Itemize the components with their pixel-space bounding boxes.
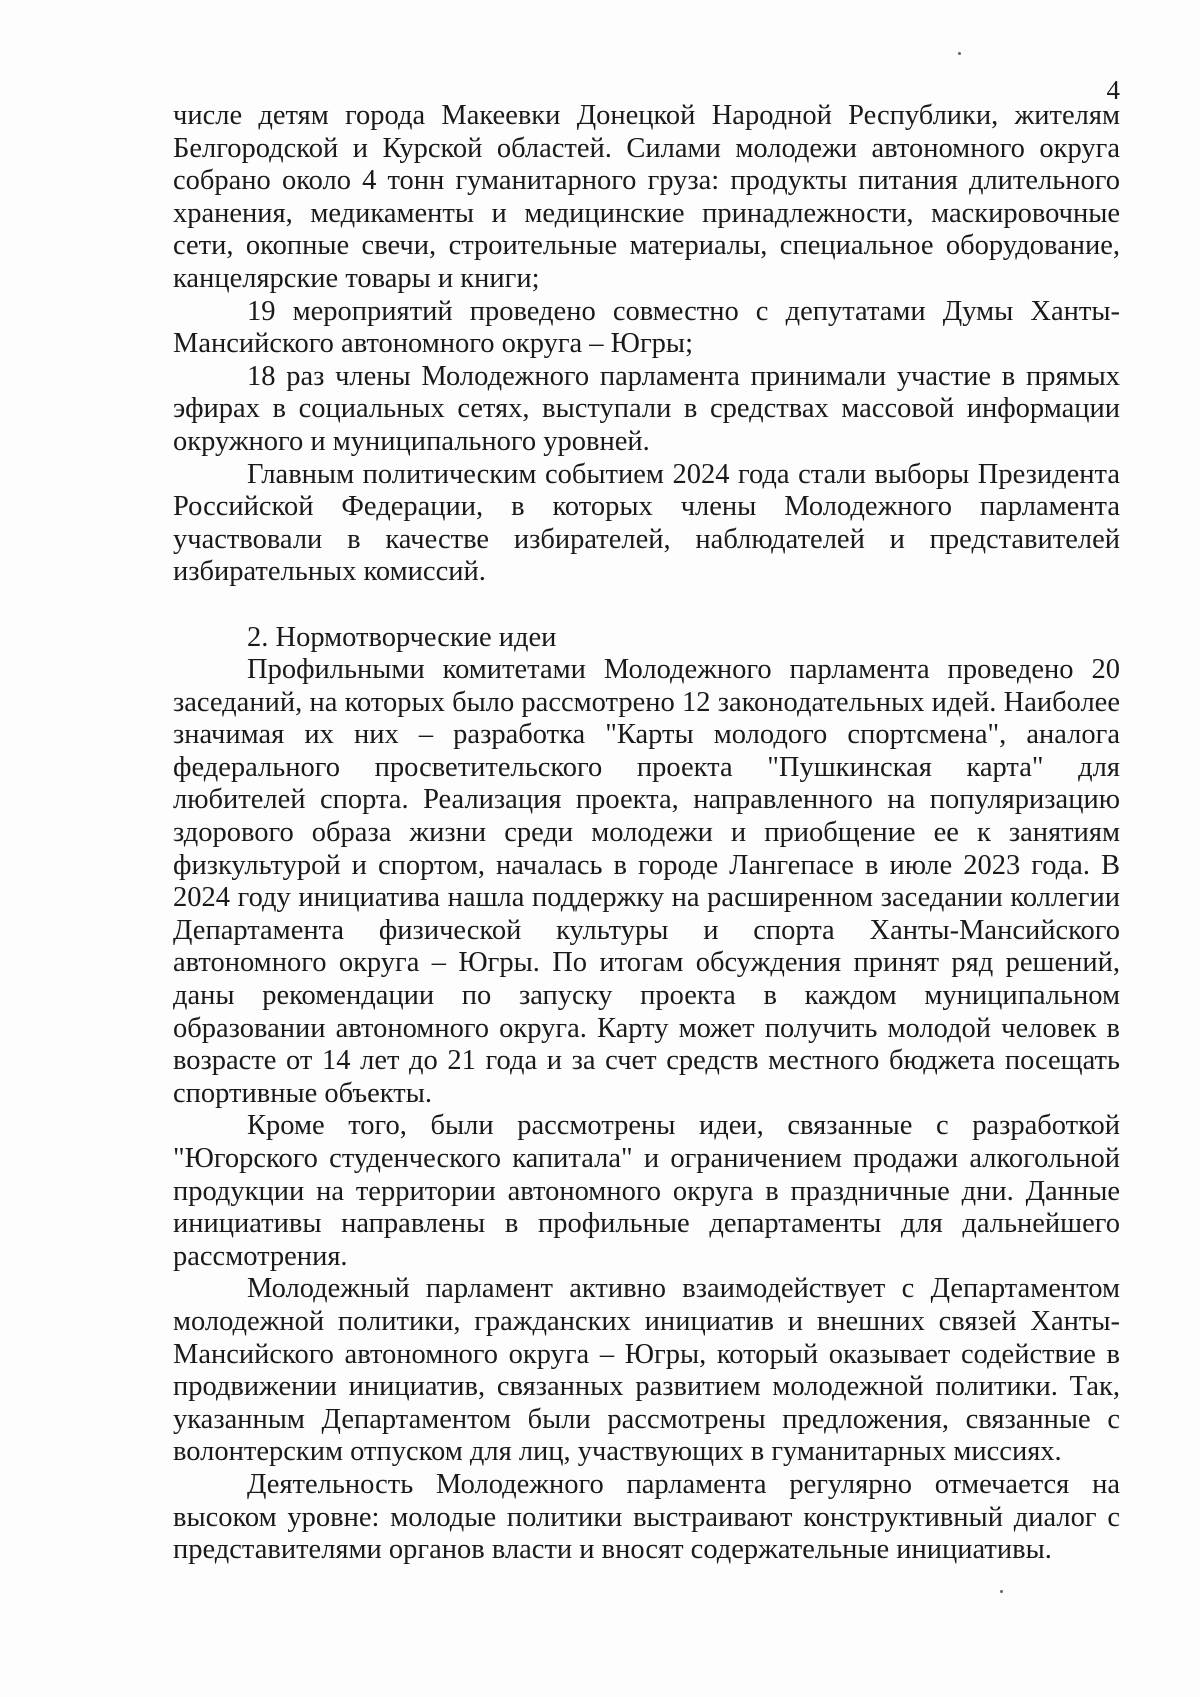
paragraph-committee-meetings: Профильными комитетами Молодежного парламента проведено 20 заседаний, на которых было рассмотрено 12 законодательных идей. Наиболее значимая их них – разработка "Карты молодого спортсмена", аналога федерального просветительского проекта "Пушкинская карта" для любителей спорта. Реализация проекта, направленного на популяризацию здорового образа жизни среди молодежи и приобщение ее к занятиям физкультурой и спортом, началась в городе Лангепасе в июле 2023 года. В 2024 году инициатива нашла поддержку на расширенном заседании коллегии Департамента физической культуры и спорта Ханты-Мансийского автономного округа – Югры. По итогам обсуждения принят ряд решений, даны рекомендации по запуску проекта в каждом муниципальном образовании автономного округа. Карту может получить молодой человек в возрасте от 14 лет до 21 года и за счет средств местного бюджета посещать спортивные объекты. <box>173 654 1120 1109</box>
document-body <box>173 100 1120 1567</box>
scan-speck <box>1000 1590 1003 1593</box>
scan-speck <box>958 52 961 55</box>
paragraph-department-cooperation: Молодежный парламент активно взаимодействует с Департаментом молодежной политики, гражданских инициатив и внешних связей Ханты-Мансийского автономного округа – Югры, который оказывает содействие в продвижении инициатив, связанных развитием молодежной политики. Так, указанным Департаментом были рассмотрены предложения, связанные с волонтерским отпуском для лиц, участвующих в гуманитарных миссиях. <box>173 1273 1120 1468</box>
section-heading-normative-ideas: 2. Нормотворческие идеи <box>247 621 557 653</box>
paragraph-other-ideas: Кроме того, были рассмотрены идеи, связанные с разработкой "Югорского студенческого капитала" и ограничением продажи алкогольной продукции на территории автономного округа в праздничные дни. Данные инициативы направлены в профильные департаменты для дальнейшего рассмотрения. <box>173 1110 1120 1272</box>
paragraph-activity-recognition: Деятельность Молодежного парламента регулярно отмечается на высоком уровне: молодые политики выстраивают конструктивный диалог с представителями органов власти и вносят содержательные инициативы. <box>173 1468 1120 1566</box>
page-number: 4 <box>1106 75 1120 105</box>
paragraph-duma-events: 19 мероприятий проведено совместно с депутатами Думы Ханты-Мансийского автономного округа – Югры; <box>173 295 1120 360</box>
paragraph-media-appearances: 18 раз члены Молодежного парламента принимали участие в прямых эфирах в социальных сетях, выступали в средствах массовой информации окружного и муниципального уровней. <box>173 360 1120 457</box>
paragraph-presidential-elections: Главным политическим событием 2024 года стали выборы Президента Российской Федерации, в которых члены Молодежного парламента участвовали в качестве избирателей, наблюдателей и представителей избирательных комиссий. <box>173 458 1120 588</box>
paragraph-humanitarian-aid: числе детям города Макеевки Донецкой Народной Республики, жителям Белгородской и Курской областей. Силами молодежи автономного округа собрано около 4 тонн гуманитарного груза: продукты питания длительного хранения, медикаменты и медицинские принадлежности, маскировочные сети, окопные свечи, строительные материалы, специальное оборудование, канцелярские товары и книги; <box>173 100 1120 294</box>
